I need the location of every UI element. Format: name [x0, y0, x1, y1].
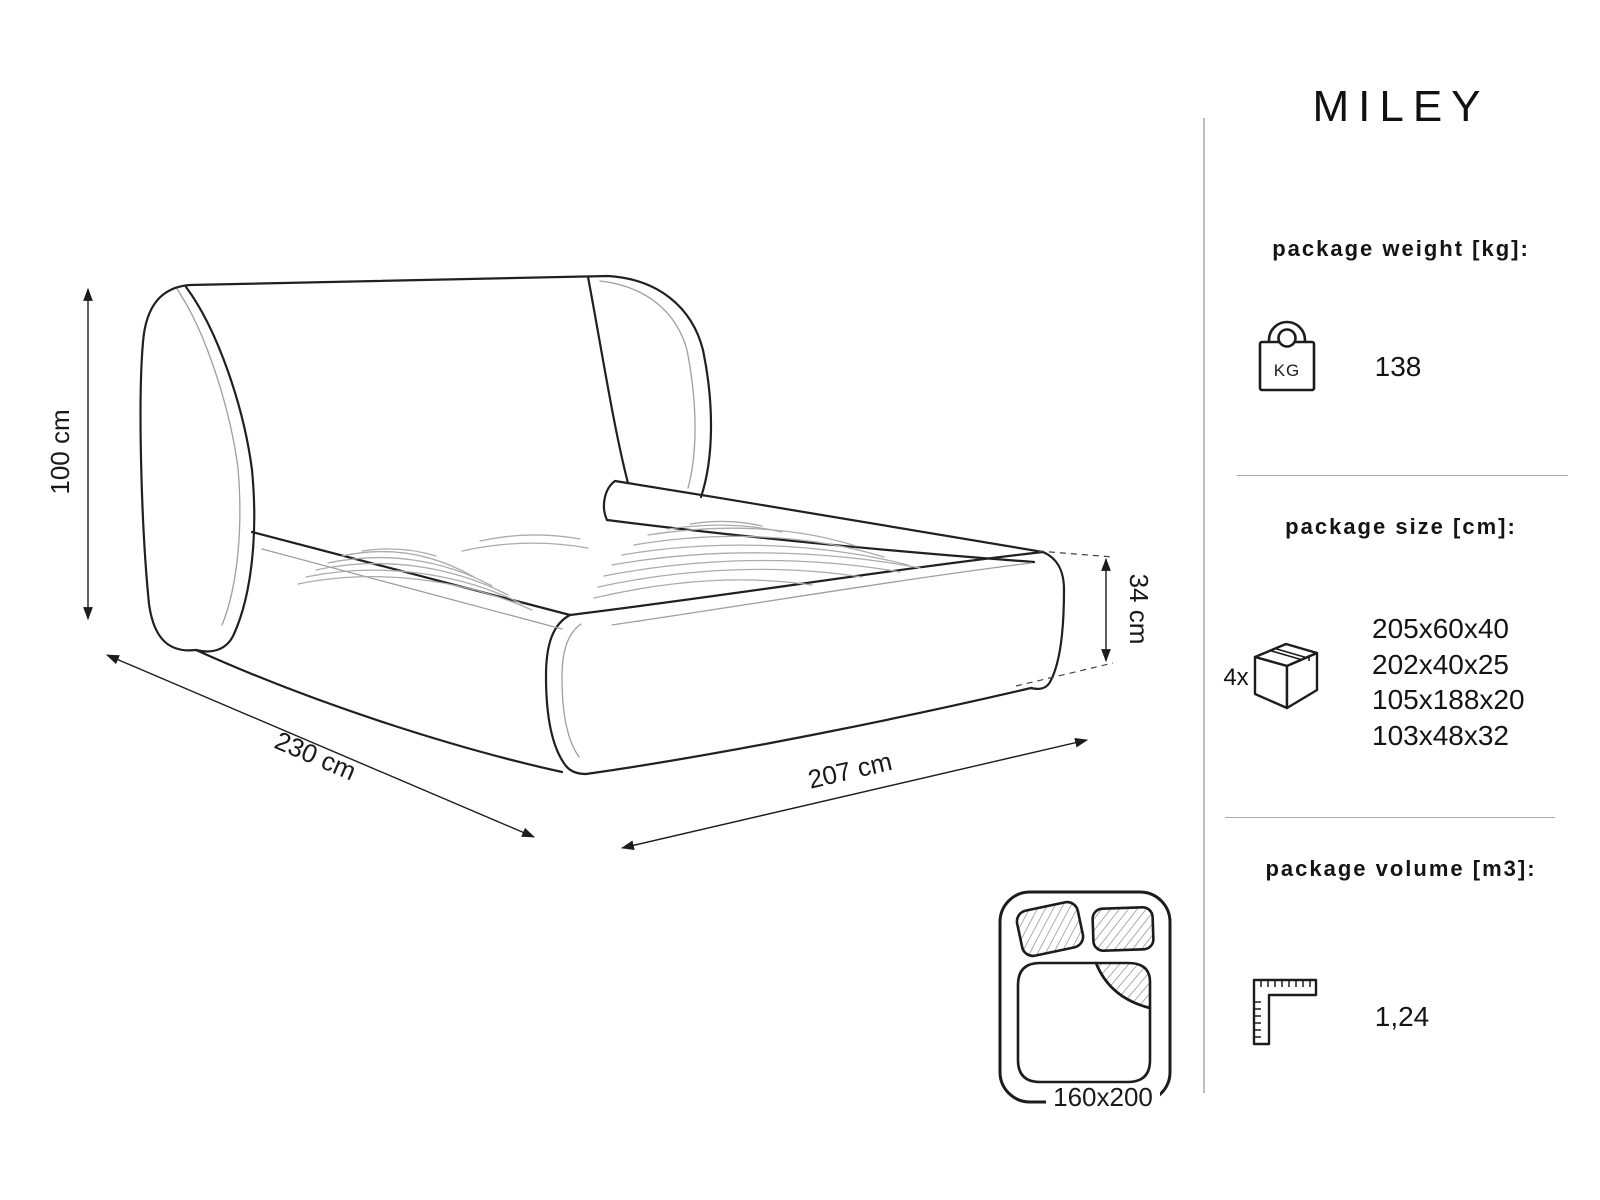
vertical-divider — [1203, 118, 1205, 1093]
base-front-rim — [252, 532, 570, 615]
bed-seam-lines — [177, 281, 1031, 757]
package-size-line: 205x60x40 — [1372, 613, 1510, 644]
headboard-right-wing-edge — [588, 277, 628, 483]
footboard-corner — [546, 615, 586, 774]
weight-value: 138 — [1374, 351, 1422, 382]
headboard-left-wing-edge — [186, 287, 254, 651]
volume-value: 1,24 — [1374, 1001, 1430, 1032]
dim-label-base-height: 34 cm — [1124, 573, 1154, 645]
weight-icon-text: KG — [1273, 361, 1301, 380]
section-divider — [1225, 817, 1555, 818]
pillow-right-icon — [1092, 907, 1153, 951]
weight-kg-icon — [1256, 318, 1318, 394]
dim-label-length: 230 cm — [270, 725, 361, 787]
dimension-labels — [45, 409, 1154, 794]
weight-section-label: package weight [kg]: — [1272, 236, 1530, 261]
package-size-list — [1372, 611, 1525, 753]
package-size-line: 103x48x32 — [1372, 719, 1510, 751]
size-section-label: package size [cm]: — [1285, 514, 1517, 539]
base-bottom-right-edge — [586, 688, 1031, 774]
dim-label-height: 100 cm — [45, 409, 75, 495]
mattress-waves — [298, 521, 920, 610]
headboard-silhouette — [141, 276, 711, 650]
package-size-line: 105x188x20 — [1372, 684, 1525, 715]
package-box-icon — [1251, 634, 1321, 712]
ruler-icon — [1252, 978, 1318, 1046]
volume-section-label: package volume [m3]: — [1265, 856, 1537, 881]
dim-label-width: 207 cm — [805, 745, 895, 795]
bed-outline — [141, 276, 1064, 774]
section-divider — [1237, 475, 1568, 476]
top-view-size-label: 160x200 — [1053, 1082, 1153, 1112]
package-quantity: 4x — [1223, 664, 1249, 691]
extension-dashes — [1016, 551, 1113, 686]
far-corner — [1031, 552, 1064, 689]
package-size-line: 202x40x25 — [1372, 648, 1510, 680]
bed-top-view-icon — [1000, 892, 1170, 1112]
base-front-bottom-edge — [196, 650, 562, 772]
side-rail-cap — [604, 481, 615, 520]
product-title: MILEY — [1312, 82, 1490, 131]
side-rail-top — [615, 481, 1043, 552]
dimension-arrows — [88, 289, 1106, 848]
